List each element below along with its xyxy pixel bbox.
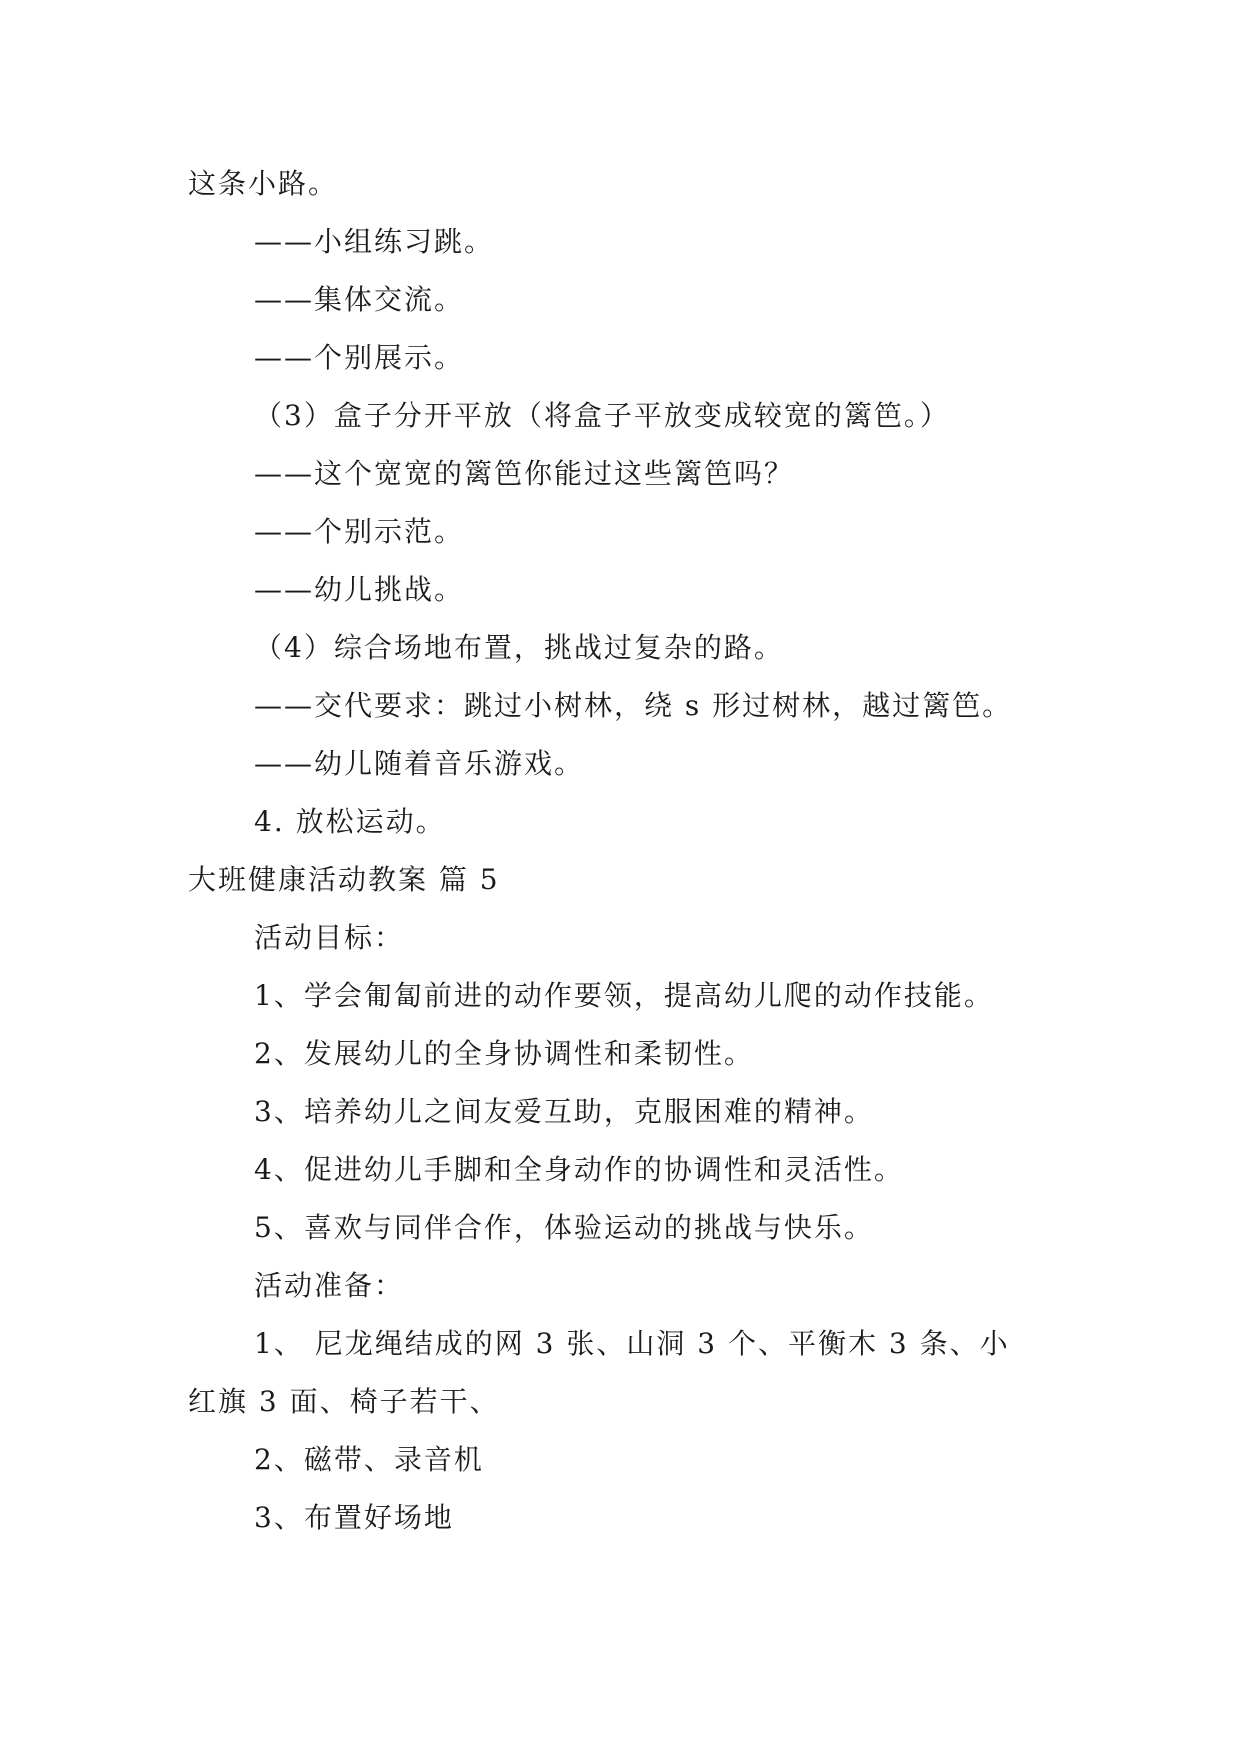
text-line: ——个别展示。 xyxy=(254,341,465,374)
text-line: 3、培养幼儿之间友爱互助，克服困难的精神。 xyxy=(254,1095,874,1128)
text-line: （3）盒子分开平放（将盒子平放变成较宽的篱笆。） xyxy=(254,399,950,432)
text-line: ——交代要求：跳过小树林，绕 s 形过树林，越过篱笆。 xyxy=(254,689,1013,722)
text-line: 3、布置好场地 xyxy=(254,1501,454,1534)
text-line: 1、学会匍匐前进的动作要领，提高幼儿爬的动作技能。 xyxy=(254,979,994,1012)
text-line: 2、发展幼儿的全身协调性和柔韧性。 xyxy=(254,1037,754,1070)
text-line: 4. 放松运动。 xyxy=(254,805,446,838)
section-heading: 大班健康活动教案 篇 5 xyxy=(188,863,500,896)
text-line: ——集体交流。 xyxy=(254,283,465,316)
text-line: ——个别示范。 xyxy=(254,515,465,548)
text-line: 这条小路。 xyxy=(188,167,339,200)
text-line: ——幼儿随着音乐游戏。 xyxy=(254,747,585,780)
text-line: 红旗 3 面、椅子若干、 xyxy=(188,1385,500,1418)
text-line: ——幼儿挑战。 xyxy=(254,573,465,606)
text-line: （4）综合场地布置，挑战过复杂的路。 xyxy=(254,631,784,664)
text-line: ——这个宽宽的篱笆你能过这些篱笆吗？ xyxy=(254,457,795,490)
text-line: 2、磁带、录音机 xyxy=(254,1443,484,1476)
text-line: 5、喜欢与同伴合作，体验运动的挑战与快乐。 xyxy=(254,1211,874,1244)
text-line: 活动目标： xyxy=(254,921,405,954)
text-line: 4、促进幼儿手脚和全身动作的协调性和灵活性。 xyxy=(254,1153,904,1186)
text-line: 活动准备： xyxy=(254,1269,405,1302)
text-line: 1、 尼龙绳结成的网 3 张、山洞 3 个、平衡木 3 条、小 xyxy=(254,1327,1010,1360)
text-line: ——小组练习跳。 xyxy=(254,225,495,258)
